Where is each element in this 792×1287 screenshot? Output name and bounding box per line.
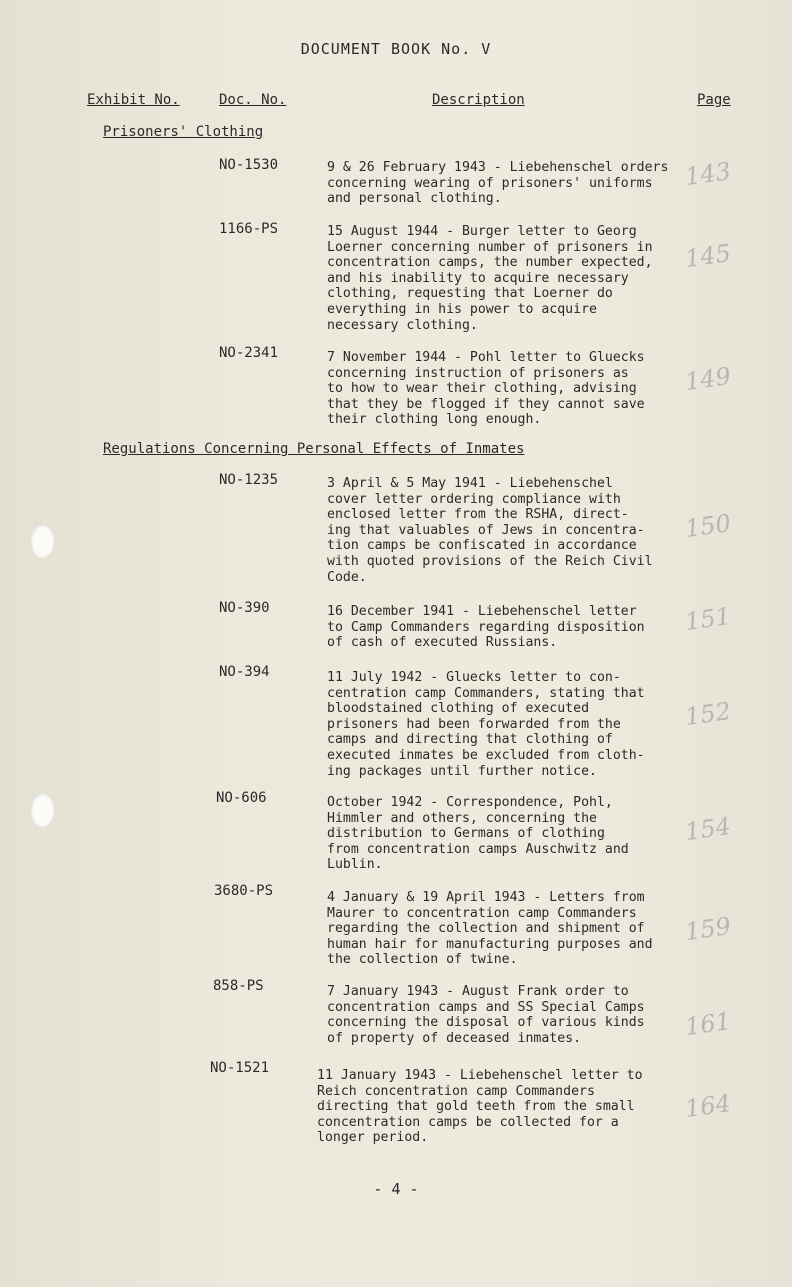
page-number: 149: [683, 361, 733, 397]
section-heading: Regulations Concerning Personal Effects of Inmates: [103, 441, 525, 457]
page-number: 164: [683, 1088, 733, 1124]
doc-number: 3680-PS: [214, 883, 274, 899]
page-number: 143: [683, 156, 733, 192]
doc-number: 858-PS: [213, 978, 264, 994]
doc-number: NO-390: [219, 600, 270, 616]
entry-description: 11 July 1942 - Gluecks letter to con- centration camp Commanders, stating that bloodstained clothing of executed prisoners had been forwarded from the camps and directing that clothing of executed inmates be excluded from cloth- ing packages until further notice.: [327, 670, 645, 779]
column-header-exhibit: Exhibit No.: [87, 92, 180, 108]
entry-description: 3 April & 5 May 1941 - Liebehenschel cover letter ordering compliance with enclosed letter from the RSHA, direct- ing that valuables of Jews in concentra- tion camps be confiscated in accordance with quoted provisions of the Reich Civil Code.: [327, 476, 653, 585]
entry-description: 16 December 1941 - Liebehenschel letter to Camp Commanders regarding disposition of cash of executed Russians.: [327, 604, 645, 651]
column-header-description: Description: [432, 92, 525, 108]
doc-number: NO-1530: [219, 157, 279, 173]
entry-description: 7 November 1944 - Pohl letter to Gluecks concerning instruction of prisoners as to how to wear their clothing, advising that they be flogged if they cannot save their clothing long enough.: [327, 350, 645, 428]
entry-description: 4 January & 19 April 1943 - Letters from Maurer to concentration camp Commanders regarding the collection and shipment of human hair for manufacturing purposes and the collection of twine.: [327, 890, 653, 968]
page-number: 151: [683, 601, 733, 637]
entry-description: 9 & 26 February 1943 - Liebehenschel orders concerning wearing of prisoners' uniforms and personal clothing.: [327, 160, 669, 207]
page-number: 145: [683, 238, 733, 274]
doc-number: NO-1521: [210, 1060, 270, 1076]
section-heading: Prisoners' Clothing: [103, 124, 264, 140]
page-footer: - 4 -: [373, 1180, 419, 1198]
page-number: 152: [683, 696, 733, 732]
doc-number: NO-1235: [219, 472, 279, 488]
page-number: 161: [683, 1006, 733, 1042]
doc-number: NO-606: [216, 790, 267, 806]
entry-description: October 1942 - Correspondence, Pohl, Himmler and others, concerning the distribution to Germans of clothing from concentration camps Auschwitz and Lublin.: [327, 795, 629, 873]
doc-number: NO-2341: [219, 345, 279, 361]
document-title: DOCUMENT BOOK No. V: [300, 40, 492, 58]
entry-description: 11 January 1943 - Liebehenschel letter to Reich concentration camp Commanders directing that gold teeth from the small concentration camps be collected for a longer period.: [317, 1068, 643, 1146]
doc-number: NO-394: [219, 664, 270, 680]
page-number: 159: [683, 911, 733, 947]
column-header-page: Page: [697, 92, 731, 108]
doc-number: 1166-PS: [219, 221, 279, 237]
punch-hole: [30, 524, 54, 558]
entry-description: 15 August 1944 - Burger letter to Georg Loerner concerning number of prisoners in concentration camps, the number expected, and his inability to acquire necessary clothing, requesting that Loerner do everything in his power to acquire necessary clothing.: [327, 224, 653, 333]
punch-hole: [30, 793, 54, 827]
entry-description: 7 January 1943 - August Frank order to concentration camps and SS Special Camps concerning the disposal of various kinds of property of deceased inmates.: [327, 984, 645, 1046]
column-header-doc: Doc. No.: [219, 92, 287, 108]
page-number: 154: [683, 811, 733, 847]
page-number: 150: [683, 508, 733, 544]
